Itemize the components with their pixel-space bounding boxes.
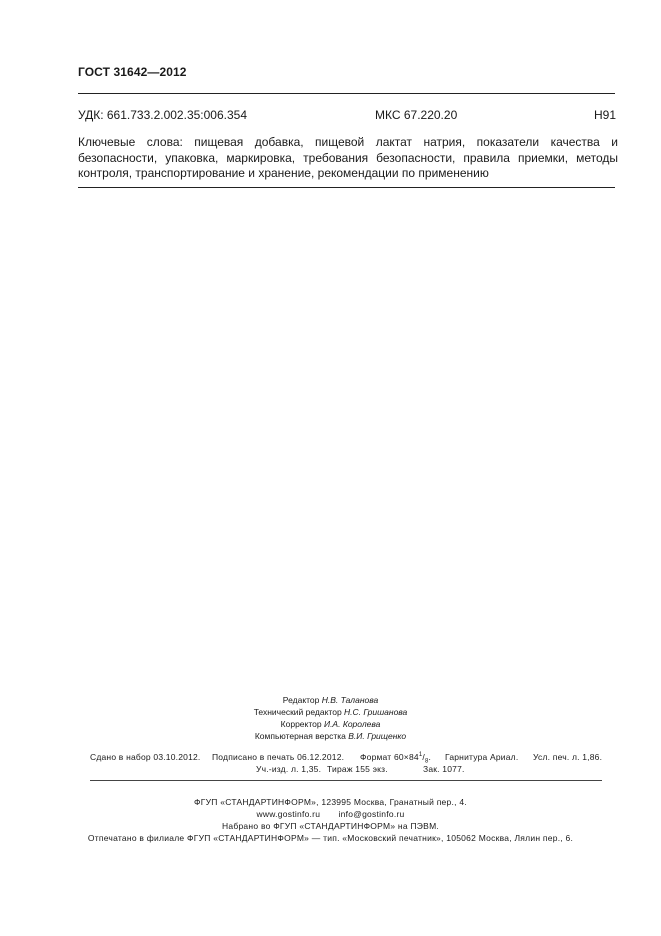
tech-editor-label: Технический редактор [253, 707, 342, 717]
publisher-website[interactable]: www.gostinfo.ru [256, 809, 321, 819]
signed-date: Подписано в печать 06.12.2012. [212, 752, 345, 762]
typeset-note: Набрано во ФГУП «СТАНДАРТИНФОРМ» на ПЭВМ. [221, 821, 440, 831]
paper-format: Формат $60\times 84^1/_8$. [360, 752, 432, 765]
format-numerator: 1 [418, 752, 423, 759]
editor-label: Редактор [282, 695, 320, 705]
okc-code: Н91 [594, 108, 617, 122]
publisher-contacts [0, 808, 661, 820]
imprint-divider [90, 780, 602, 781]
print-sheets: Усл. печ. л. 1,86. [533, 752, 603, 762]
typeface: Гарнитура Ариал. [445, 752, 519, 762]
corrector-label: Корректор [280, 719, 322, 729]
keywords-paragraph: Ключевые слова: пищевая добавка, пищевой лактат натрия, показатели качества и безопасности, упаковка, маркировка, требования безопасности, правила приемки, методы контроля, транспортирование и хранение, рекомендации по применению [78, 135, 618, 180]
keywords-divider [78, 187, 615, 188]
printed-note: Отпечатано в филиале ФГУП «СТАНДАРТИНФОРМ» — тип. «Московский печатник», 105062 Москва, Лялин пер., 6. [87, 833, 574, 843]
udk-code: УДК: 661.733.2.002.35:006.354 [78, 108, 248, 122]
submitted-date: Сдано в набор 03.10.2012. [90, 752, 201, 762]
mks-code: МКС 67.220.20 [375, 108, 458, 122]
standard-code: ГОСТ 31642—2012 [78, 65, 187, 79]
format-label: Формат 60×84 [360, 752, 419, 762]
publisher-email[interactable]: info@gostinfo.ru [338, 809, 405, 819]
corrector-name: И.А. Королева [323, 719, 381, 729]
print-run: Тираж 155 экз. [327, 764, 388, 774]
layout-label: Компьютерная верстка [254, 731, 346, 741]
editor-name: Н.В. Таланова [321, 695, 379, 705]
editor-line [0, 694, 661, 706]
publisher-address: ФГУП «СТАНДАРТИНФОРМ», 123995 Москва, Гранатный пер., 4. [194, 797, 467, 807]
layout-line [0, 730, 661, 742]
credits-block [0, 694, 661, 742]
publisher-sheets: Уч.-изд. л. 1,35. [256, 764, 322, 774]
header-divider [78, 93, 615, 94]
tech-editor-name: Н.С. Гришанова [344, 707, 408, 717]
layout-name: В.И. Грищенко [348, 731, 407, 741]
format-denominator: 8 [424, 758, 429, 765]
corrector-line [0, 718, 661, 730]
tech-editor-line [0, 706, 661, 718]
order-number: Зак. 1077. [423, 764, 465, 774]
publisher-block [0, 796, 661, 844]
